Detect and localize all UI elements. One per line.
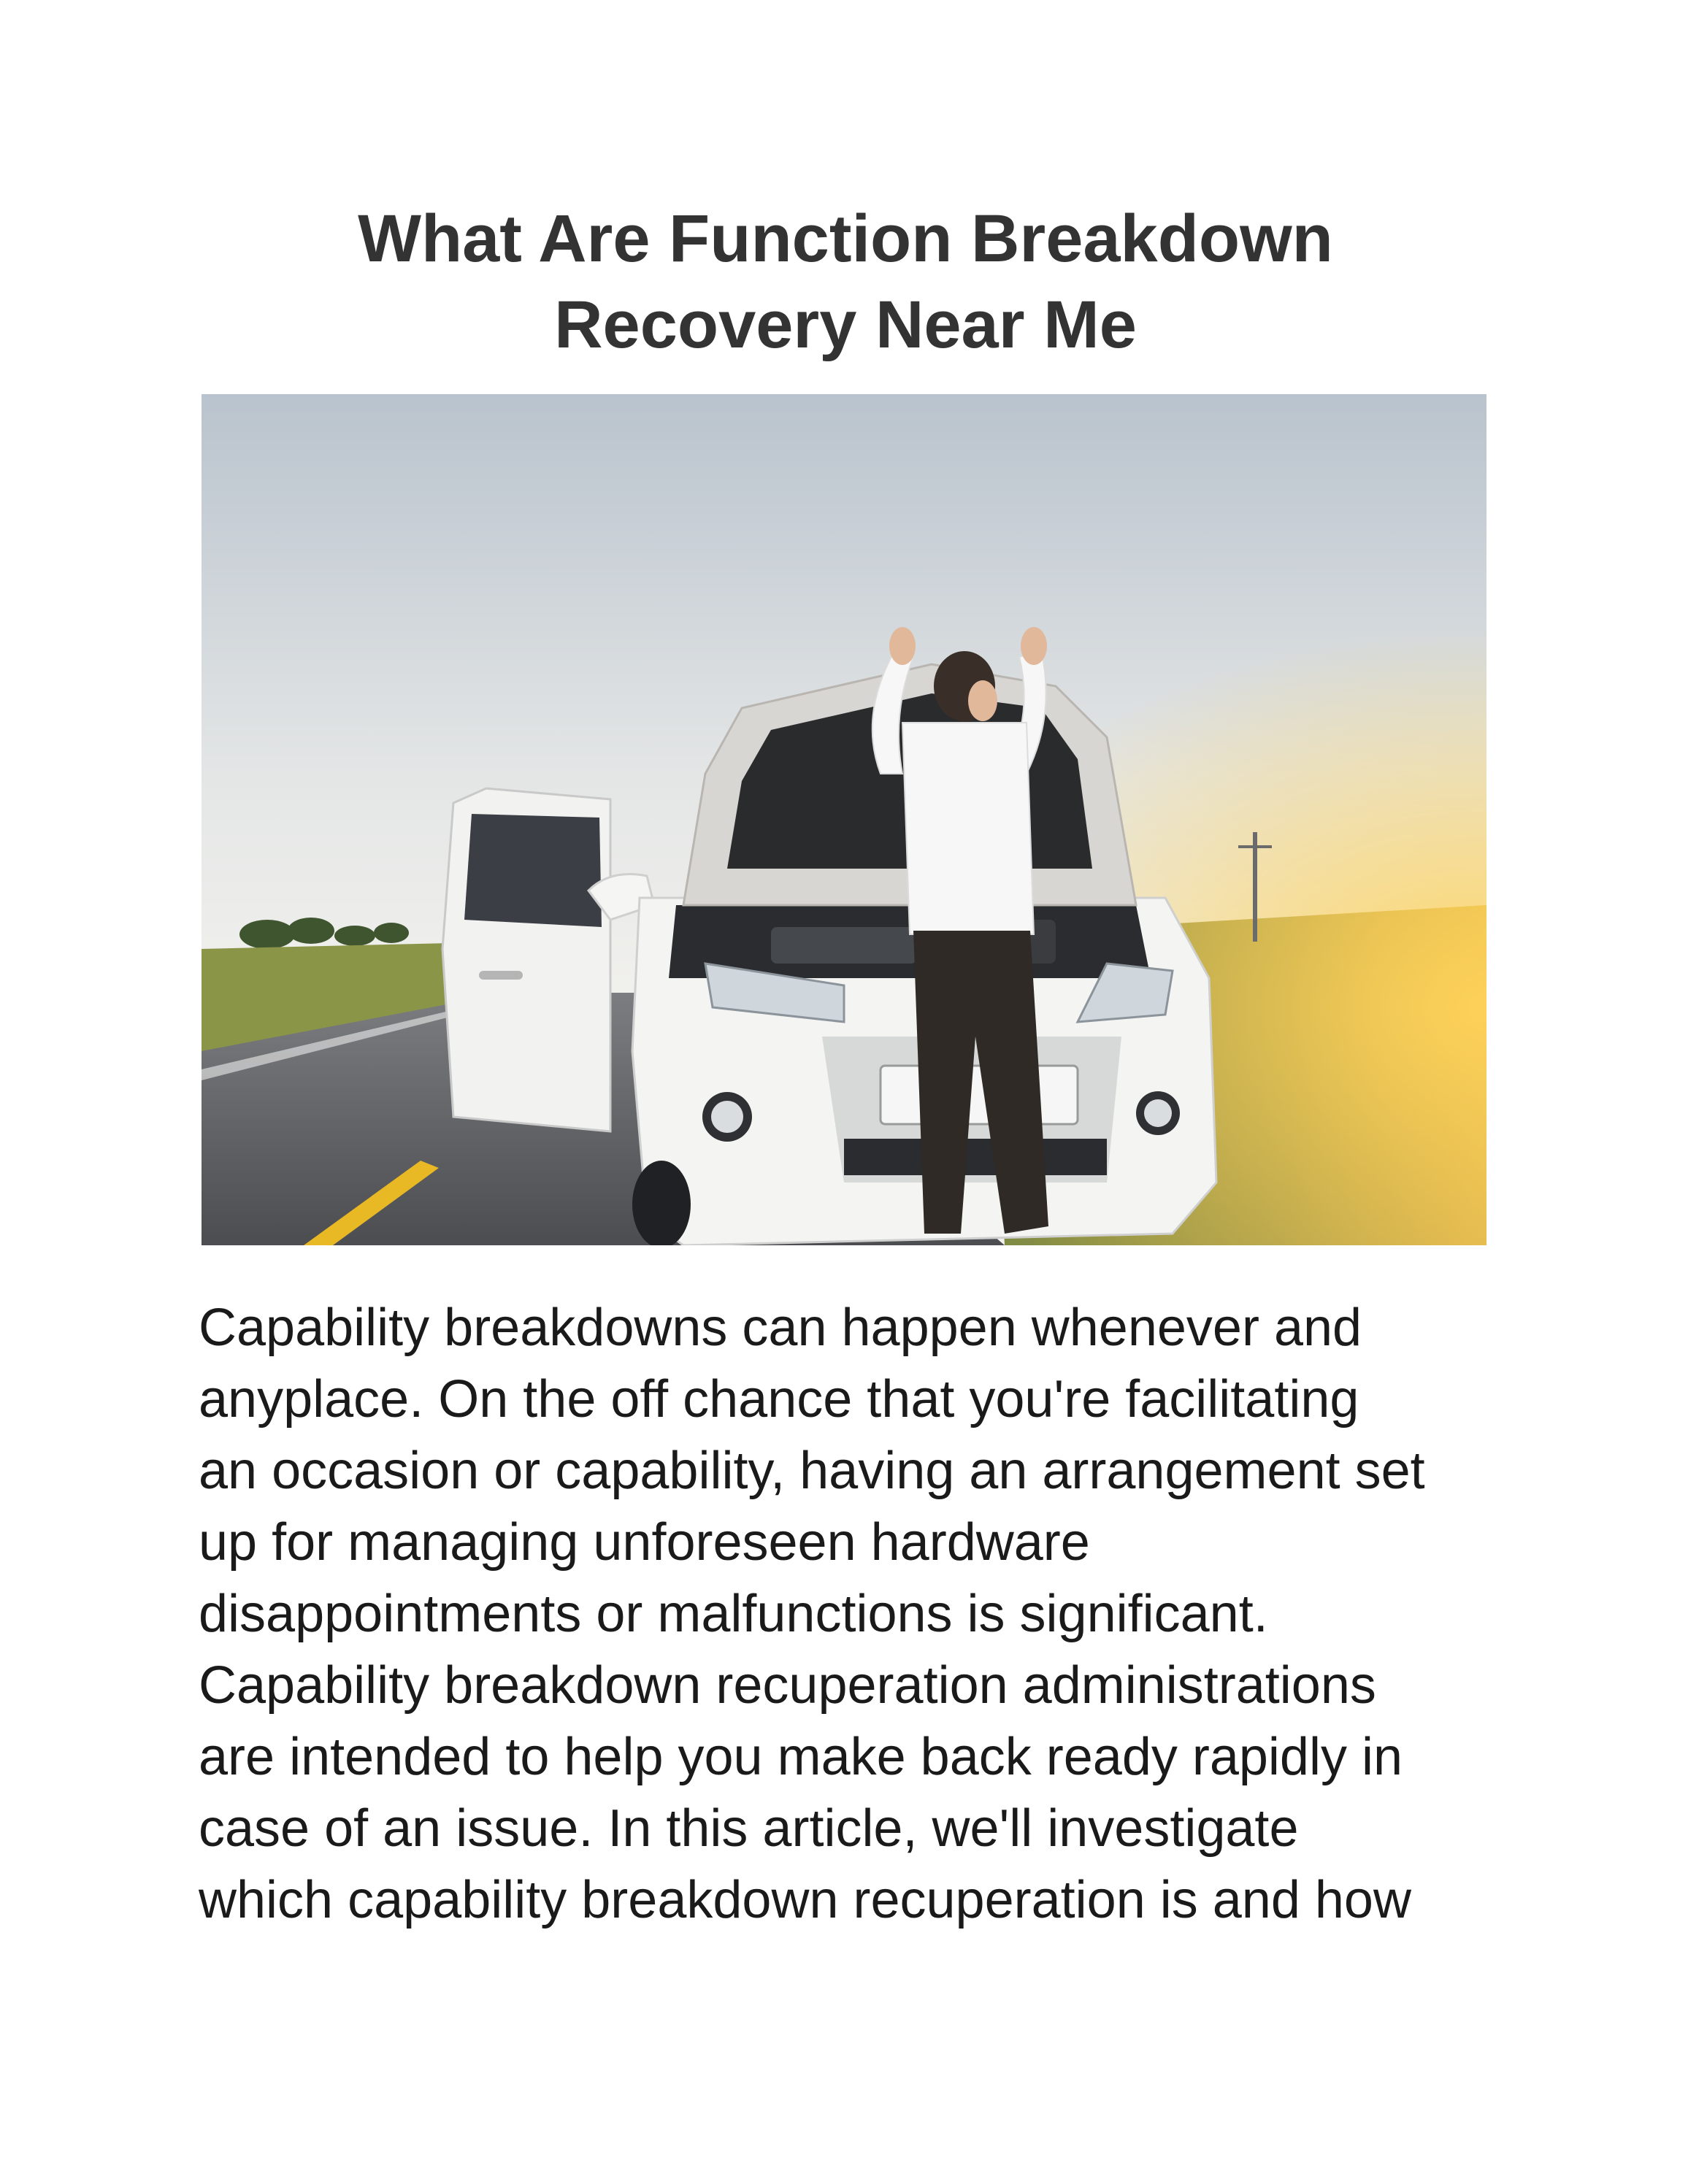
body-line: Capability breakdown recuperation administrations (199, 1656, 1376, 1715)
title-line: Recovery Near Me (554, 288, 1137, 362)
body-line: up for managing unforeseen hardware (199, 1513, 1090, 1572)
body-line: an occasion or capability, having an arrangement set (199, 1442, 1425, 1500)
body-line: are intended to help you make back ready rapidly in (199, 1728, 1403, 1786)
article-body (199, 1292, 1513, 1936)
hero-photo (202, 394, 1486, 1245)
body-line: which capability breakdown recuperation is and how (199, 1871, 1411, 1929)
body-line: Capability breakdowns can happen whenever and (199, 1299, 1362, 1357)
body-line: case of an issue. In this article, we'll investigate (199, 1799, 1299, 1858)
body-line: disappointments or malfunctions is significant. (199, 1585, 1268, 1643)
page-title (197, 196, 1494, 368)
body-line: anyplace. On the off chance that you're facilitating (199, 1370, 1359, 1429)
title-line: What Are Function Breakdown (358, 201, 1333, 276)
